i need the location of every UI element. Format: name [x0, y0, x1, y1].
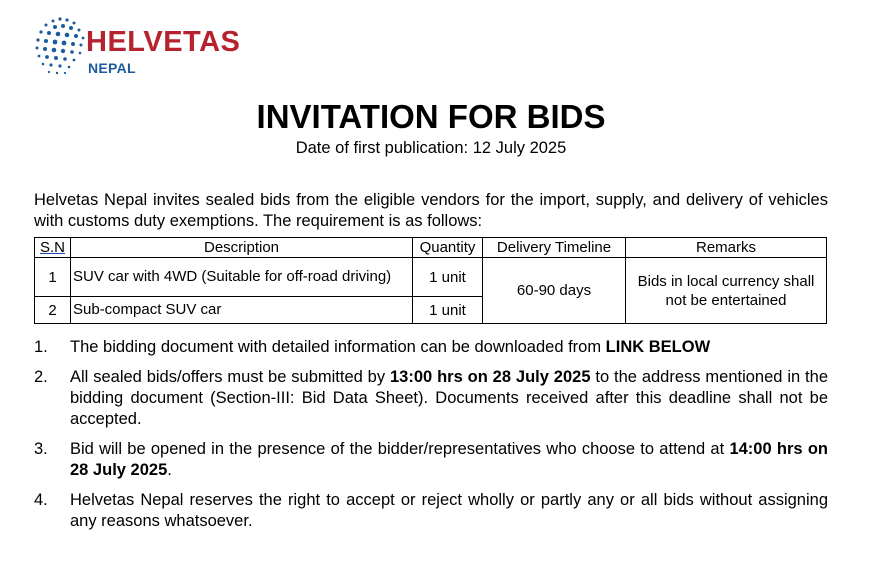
item-emphasis: 14:00 hrs on 28 July 2025: [70, 440, 828, 479]
helvetas-logo: [30, 14, 270, 80]
page-title: INVITATION FOR BIDS: [256, 98, 606, 135]
row-sn: 2: [35, 297, 71, 324]
list-item: [34, 337, 828, 358]
item-text: Bid will be opened in the presence of the bidder/representatives who choose to attend at: [70, 440, 730, 458]
row-quantity: 1 unit: [413, 258, 483, 297]
list-item: [34, 367, 828, 430]
row-description: Sub-compact SUV car: [71, 297, 413, 324]
requirements-table: [34, 237, 827, 324]
conditions-list: [34, 337, 828, 541]
item-emphasis: LINK BELOW: [605, 338, 711, 356]
globe-icon: [30, 14, 90, 78]
header-quantity: Quantity: [413, 238, 483, 258]
item-text: Helvetas Nepal reserves the right to accept or reject wholly or partly any or all bids without assigning any reasons whatsoever.: [70, 491, 828, 530]
item-text: All sealed bids/offers must be submitted by: [70, 368, 390, 386]
item-text: .: [167, 461, 172, 479]
table-header-row: [35, 238, 827, 258]
item-number: 1.: [34, 338, 48, 356]
logo-country: NEPAL: [88, 60, 136, 76]
item-emphasis: 13:00 hrs on 28 July 2025: [390, 368, 591, 386]
header-remarks: Remarks: [626, 238, 827, 258]
list-item: [34, 439, 828, 481]
delivery-timeline: 60-90 days: [483, 258, 626, 324]
logo-wordmark: HELVETAS: [86, 26, 241, 58]
item-number: 2.: [34, 368, 48, 386]
table-row: [35, 258, 827, 297]
item-number: 4.: [34, 491, 48, 509]
item-text: The bidding document with detailed information can be downloaded from: [70, 338, 606, 356]
row-description: SUV car with 4WD (Suitable for off-road driving): [71, 258, 413, 297]
row-quantity: 1 unit: [413, 297, 483, 324]
row-sn: 1: [35, 258, 71, 297]
header-sn: S.N: [35, 238, 71, 258]
header-description: Description: [71, 238, 413, 258]
list-item: [34, 490, 828, 532]
intro-paragraph: Helvetas Nepal invites sealed bids from the eligible vendors for the import, supply, and delivery of vehicles with customs duty exemptions. The requirement is as follows:: [34, 191, 828, 230]
remarks-cell: Bids in local currency shall not be entertained: [626, 258, 827, 324]
item-number: 3.: [34, 440, 48, 458]
publication-date: Date of first publication: 12 July 2025: [295, 139, 567, 157]
header-delivery: Delivery Timeline: [483, 238, 626, 258]
item-text: to the address mentioned in the bidding document (Section-III: Bid Data Sheet). Documents received after this deadline shall not be accepted.: [70, 368, 828, 428]
